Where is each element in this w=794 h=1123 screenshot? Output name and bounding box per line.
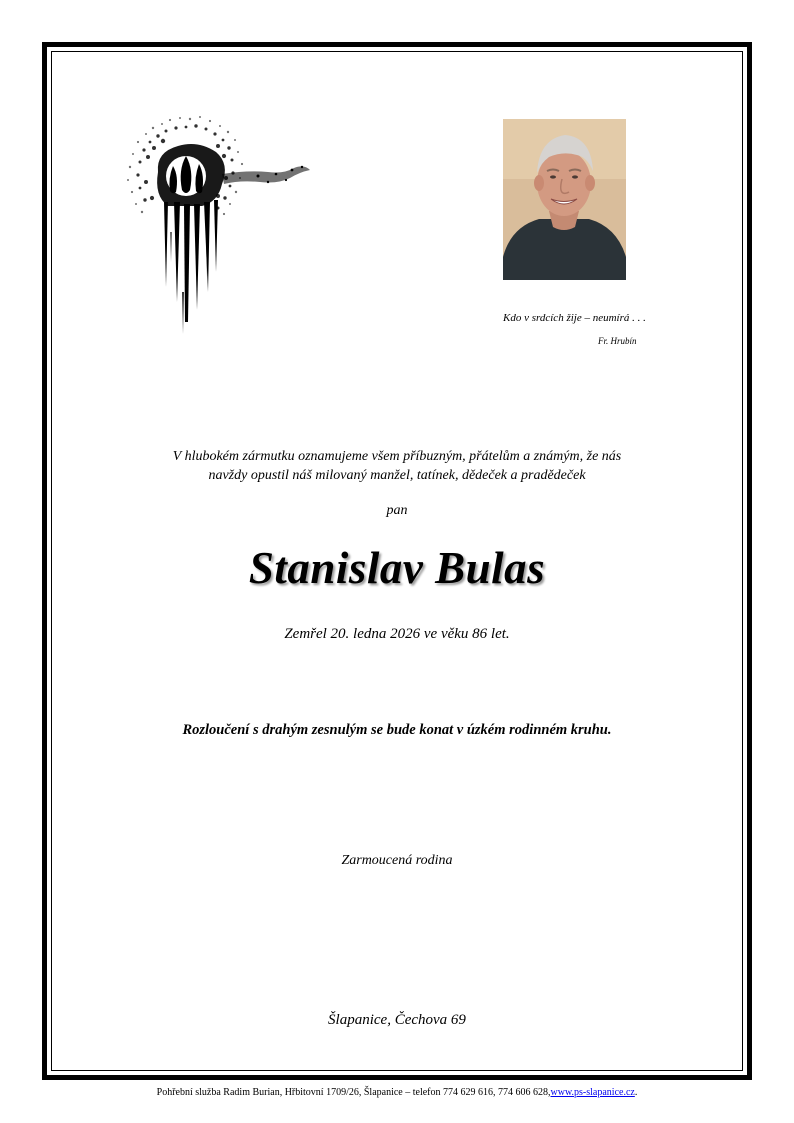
footer-suffix: . [634, 1087, 638, 1098]
portrait-photo [503, 119, 626, 280]
farewell-notice: Rozloučení s drahým zesnulým se bude konat v úzkém rodinném kruhu. [182, 722, 612, 738]
footer-text: Pohřební služba Radim Burian, Hřbitovní 1709/26, Šlapanice – telefon 774 629 616, 774 606 628, [156, 1087, 551, 1098]
announcement-line: V hlubokém zármutku oznamujeme všem příbuzným, přátelům a známým, že nás [172, 449, 622, 464]
family-address: Šlapanice, Čechova 69 [328, 1012, 466, 1028]
footer-website-link[interactable]: www.ps-slapanice.cz [550, 1087, 635, 1098]
death-notice: Zemřel 20. ledna 2026 ve věku 86 let. [284, 626, 510, 642]
footer [0, 1087, 794, 1098]
quote-author: Fr. Hrubín [598, 336, 637, 346]
memorial-quote: Kdo v srdcích žije – neumírá . . . [503, 312, 646, 324]
announcement-text [0, 447, 794, 485]
honorific: pan [386, 503, 408, 518]
candles-emblem-icon [118, 112, 314, 337]
mourners-signature: Zarmoucená rodina [341, 853, 453, 868]
announcement-line: navždy opustil náš milovaný manžel, tatínek, dědeček a pradědeček [208, 468, 586, 483]
deceased-name: Stanislav Bulas [248, 543, 546, 593]
